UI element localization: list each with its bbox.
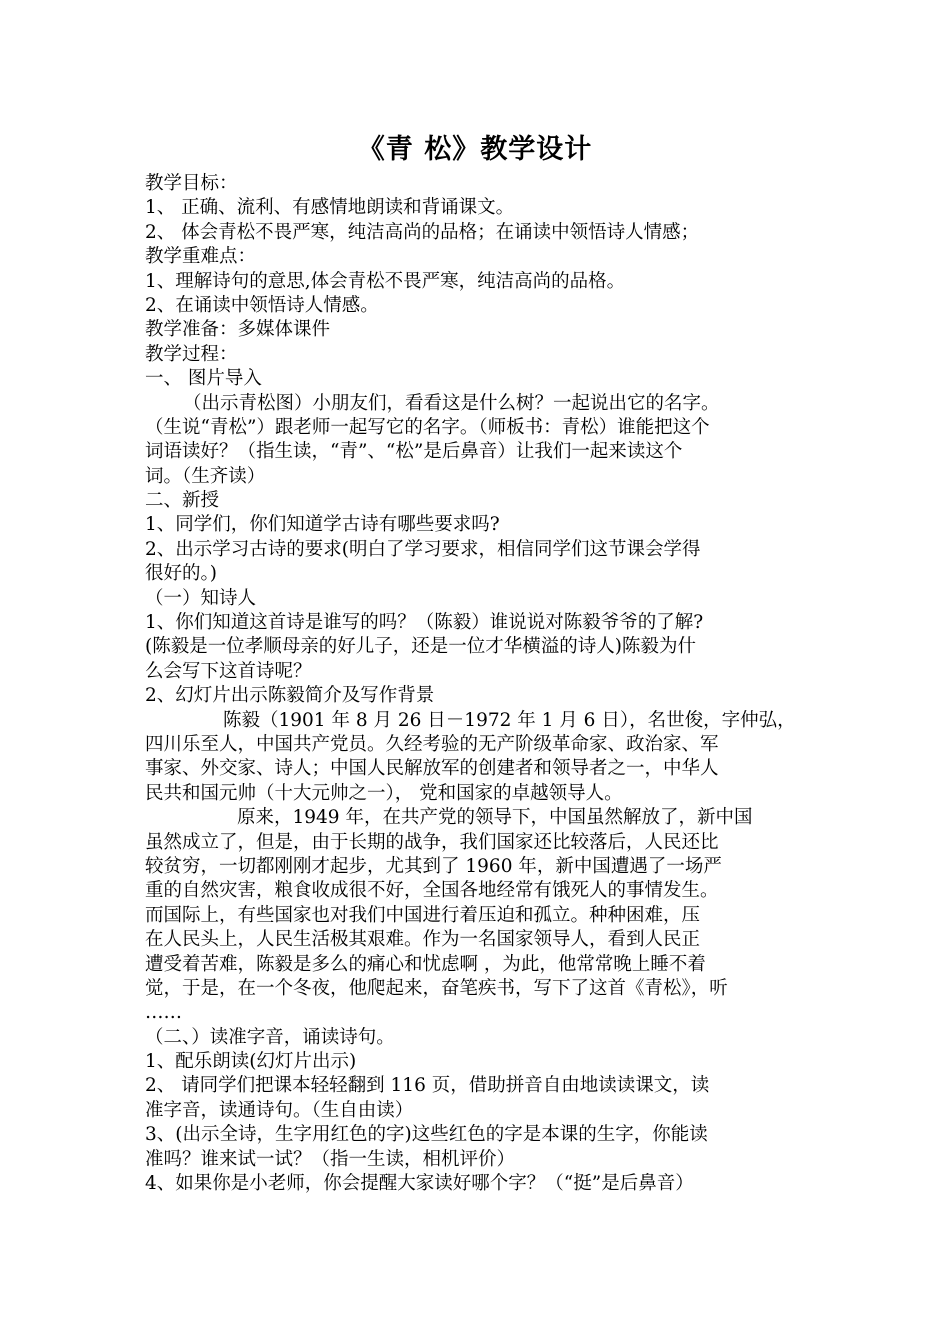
- paragraph-line: 准吗？谁来试一试？（指一生读，相机评价）: [145, 1148, 516, 1170]
- paragraph-line: 事家、外交家、诗人；中国人民解放军的创建者和领导者之一，中华人: [145, 758, 719, 780]
- step-heading-picture-intro: 一、 图片导入: [145, 368, 262, 390]
- paragraph-line: 觉，于是，在一个冬夜，他爬起来，奋笔疾书，写下了这首《青松》，听: [145, 977, 728, 999]
- section-heading-objectives: 教学目标：: [145, 173, 238, 194]
- paragraph-line: 4、如果你是小老师，你会提醒大家读好哪个字？（“挺”是后鼻音）: [145, 1173, 694, 1195]
- paragraph-line: 3、(出示全诗，生字用红色的字)这些红色的字是本课的生字，你能读: [145, 1124, 708, 1146]
- paragraph-line: 陈毅（1901 年 8 月 26 日－1972 年 1 月 6 日），名世俊，字仲弘，: [223, 709, 796, 731]
- paragraph-line: 重的自然灾害，粮食收成很不好，全国各地经常有饿死人的事情发生。: [145, 880, 719, 902]
- paragraph-line: 遭受着苦难，陈毅是多么的痛心和忧虑啊 ，为此，他常常晚上睡不着: [145, 953, 706, 975]
- subsection-heading-reading: （二、）读准字音，诵读诗句。: [145, 1026, 395, 1048]
- key-point-item-1: 1、理解诗句的意思,体会青松不畏严寒，纯洁高尚的品格。: [145, 270, 626, 292]
- paragraph-line: 很好的。): [145, 563, 217, 585]
- paragraph-line: 在人民头上，人民生活极其艰难。作为一名国家领导人，看到人民正: [145, 929, 701, 951]
- paragraph-line: 1、配乐朗读(幻灯片出示): [145, 1051, 357, 1073]
- paragraph-line: 1、你们知道这首诗是谁写的吗？（陈毅）谁说说对陈毅爷爷的了解?: [145, 612, 704, 634]
- ellipsis-line: ……: [145, 1002, 182, 1024]
- paragraph-line: （出示青松图）小朋友们，看看这是什么树？一起说出它的名字。: [183, 392, 720, 414]
- paragraph-line: 民共和国元帅（十大元帅之一）， 党和国家的卓越领导人。: [145, 782, 623, 804]
- objective-item-1: 1、 正确、流利、有感情地朗读和背诵课文。: [145, 197, 515, 219]
- paragraph-line: 原来，1949 年，在共产党的领导下，中国虽然解放了，新中国: [237, 807, 753, 829]
- subsection-heading-poet: （一）知诗人: [145, 587, 257, 609]
- section-heading-key-points: 教学重难点：: [145, 246, 257, 268]
- preparation-line: 教学准备：多媒体课件: [145, 319, 331, 341]
- key-point-item-2: 2、在诵读中领悟诗人情感。: [145, 294, 379, 316]
- paragraph-line: 2、 请同学们把课本轻轻翻到 116 页，借助拼音自由地读读课文，读: [145, 1075, 710, 1097]
- document-title: 《青 松》教学设计: [357, 134, 593, 165]
- paragraph-line: 2、出示学习古诗的要求(明白了学习要求，相信同学们这节课会学得: [145, 538, 701, 560]
- paragraph-line: 四川乐至人，中国共产党员。久经考验的无产阶级革命家、政治家、军: [145, 733, 719, 755]
- section-heading-process: 教学过程：: [145, 343, 238, 365]
- paragraph-line: 准字音，读通诗句。（生自由读）: [145, 1099, 414, 1121]
- paragraph-line: 2、幻灯片出示陈毅简介及写作背景: [145, 685, 435, 707]
- paragraph-line: 1、同学们，你们知道学古诗有哪些要求吗?: [145, 514, 500, 536]
- paragraph-line: 词。（生齐读）: [145, 465, 266, 487]
- paragraph-line: 较贫穷，一切都刚刚才起步，尤其到了 1960 年，新中国遭遇了一场严: [145, 855, 722, 877]
- paragraph-line: （生说“青松”）跟老师一起写它的名字。（师板书：青松）谁能把这个: [145, 416, 710, 438]
- paragraph-line: 么会写下这首诗呢？: [145, 660, 312, 682]
- paragraph-line: 词语读好？（指生读，“青”、“松”是后鼻音）让我们一起来读这个: [145, 441, 683, 463]
- paragraph-line: 虽然成立了，但是，由于长期的战争，我们国家还比较落后，人民还比: [145, 831, 719, 853]
- step-heading-new-lesson: 二、新授: [145, 490, 220, 512]
- paragraph-line: (陈毅是一位孝顺母亲的好儿子，还是一位才华横溢的诗人)陈毅为什: [145, 636, 696, 658]
- objective-item-2: 2、 体会青松不畏严寒，纯洁高尚的品格；在诵读中领悟诗人情感；: [145, 221, 700, 243]
- document-body: [145, 172, 817, 1196]
- paragraph-line: 而国际上，有些国家也对我们中国进行着压迫和孤立。种种困难，压: [145, 904, 701, 926]
